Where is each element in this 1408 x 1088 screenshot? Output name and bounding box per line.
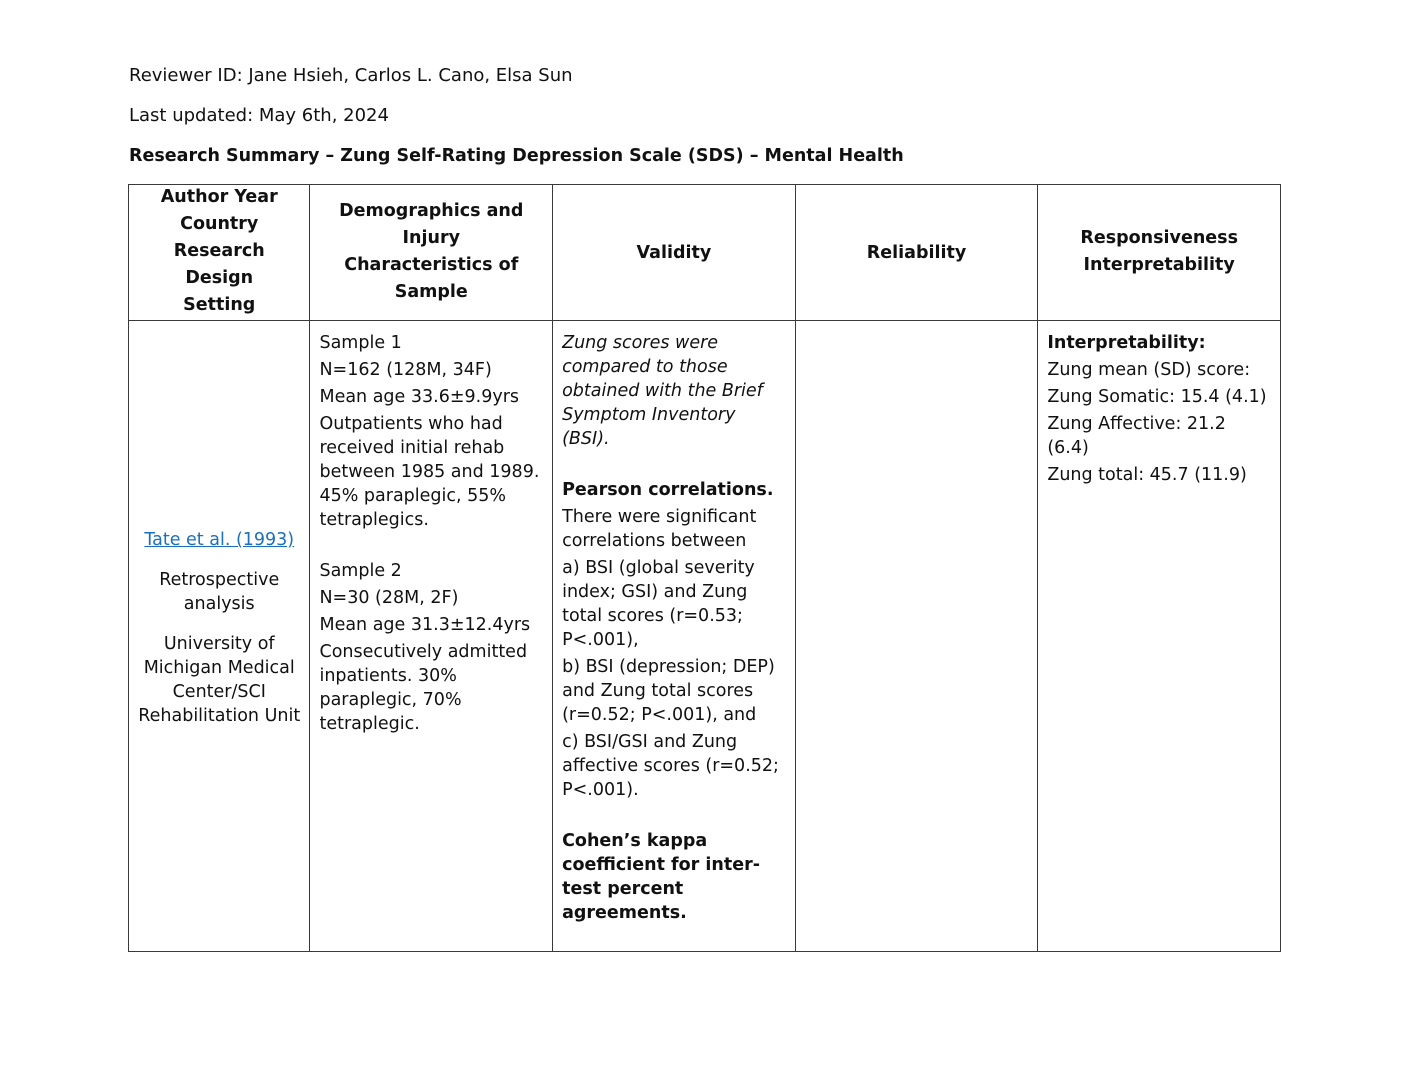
reliability-cell [795, 321, 1038, 952]
author-cell [129, 321, 310, 952]
research-summary-table [128, 184, 1281, 952]
author-link[interactable]: Tate et al. (1993) [144, 530, 295, 550]
zung-total: Zung total: 45.7 (11.9) [1047, 465, 1247, 485]
header-author-line: Research [173, 241, 265, 261]
header-author-line: Author Year [160, 187, 278, 207]
header-author-line: Country [180, 214, 259, 234]
demographics-cell [310, 321, 553, 952]
zung-mean-label: Zung mean (SD) score: [1047, 360, 1251, 380]
research-design: Retrospective analysis [159, 570, 280, 614]
interpretability-heading: Interpretability: [1047, 333, 1206, 353]
zung-somatic: Zung Somatic: 15.4 (4.1) [1047, 387, 1267, 407]
correlation-item-b: b) BSI (depression; DEP) and Zung total scores (r=0.52; P<.001), and [562, 657, 775, 725]
sample2-description: Consecutively admitted inpatients. 30% paraplegic, 70% tetraplegic. [319, 642, 528, 734]
zung-affective: Zung Affective: 21.2 (6.4) [1047, 414, 1226, 458]
validity-intro: Zung scores were compared to those obtained with the Brief Symptom Inventory (BSI). [562, 333, 763, 449]
last-updated-line: Last updated: May 6th, 2024 [129, 105, 389, 126]
header-demographics-line: Injury [402, 227, 461, 248]
sample1-age: Mean age 33.6±9.9yrs [319, 387, 520, 407]
pearson-heading: Pearson correlations. [562, 480, 774, 500]
header-demographics [310, 185, 553, 321]
sample2-n: N=30 (28M, 2F) [319, 588, 459, 608]
reviewer-line: Reviewer ID: Jane Hsieh, Carlos L. Cano, Elsa Sun [129, 65, 573, 86]
header-demographics-line: Characteristics of [344, 254, 519, 275]
sample1-label: Sample 1 [319, 333, 402, 353]
sample1-description: Outpatients who had received initial rehab between 1985 and 1989. 45% paraplegic, 55% tetraplegics. [319, 414, 540, 530]
kappa-heading: Cohen’s kappa coefficient for inter-test percent agreements. [562, 831, 760, 923]
sample2-label: Sample 2 [319, 561, 402, 581]
header-validity: Validity [553, 185, 796, 321]
pearson-text: There were significant correlations between [562, 507, 757, 551]
header-author-line: Setting [183, 295, 256, 315]
sample2-age: Mean age 31.3±12.4yrs [319, 615, 531, 635]
table-row [129, 321, 1281, 952]
header-reliability: Reliability [795, 185, 1038, 321]
correlation-item-c: c) BSI/GSI and Zung affective scores (r=0.52; P<.001). [562, 732, 779, 800]
header-responsiveness [1038, 185, 1281, 321]
sample1-n: N=162 (128M, 34F) [319, 360, 492, 380]
header-responsiveness-line: Responsiveness [1080, 227, 1238, 248]
header-author-line: Design [185, 268, 254, 288]
correlation-item-a: a) BSI (global severity index; GSI) and Zung total scores (r=0.53; P<.001), [562, 558, 755, 650]
interpretability-cell [1038, 321, 1281, 952]
validity-cell [553, 321, 796, 952]
table-header-row [129, 185, 1281, 321]
header-author [129, 185, 310, 321]
header-demographics-line: Sample [394, 281, 468, 302]
header-demographics-line: Demographics and [339, 200, 524, 221]
setting: University of Michigan Medical Center/SCI Rehabilitation Unit [138, 634, 301, 726]
header-responsiveness-line: Interpretability [1083, 254, 1235, 275]
document-title: Research Summary – Zung Self-Rating Depression Scale (SDS) – Mental Health [129, 146, 904, 166]
